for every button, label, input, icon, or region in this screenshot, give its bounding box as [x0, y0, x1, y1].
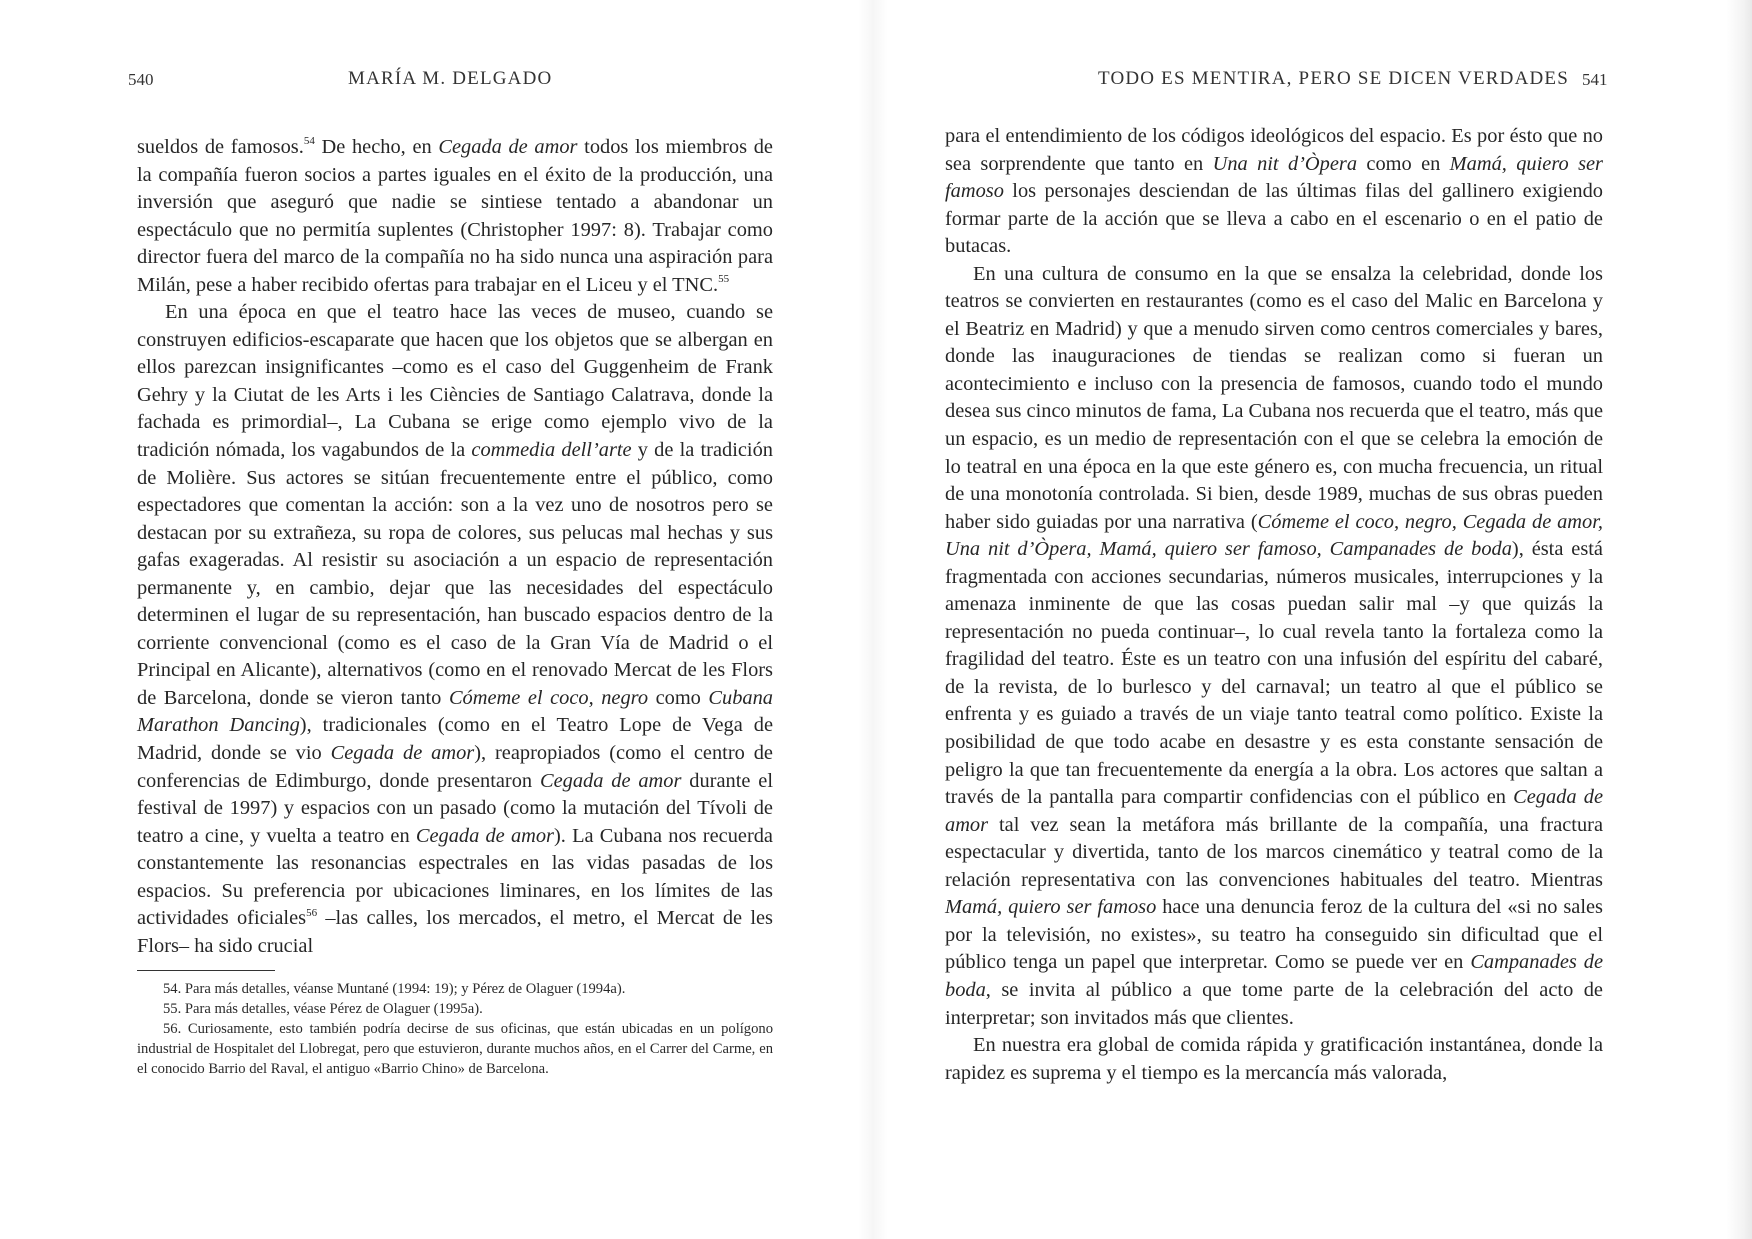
right-running-head: TODO ES MENTIRA, PERO SE DICEN VERDADES [1098, 68, 1569, 89]
text-run: tal vez sean la metáfora más brillante de la compañía, una fractura espectacular y divertida, tanto de los marcos cinemático y teatral como de la relación representativa con las convenciones habituales del teatro. Mientras [945, 813, 1603, 891]
text-run: sueldos de famosos. [137, 136, 304, 158]
italic-title: Cómeme el coco, negro, Cegada de amor, Una nit d’Òpera, Mamá, quiero ser famoso, Campanades de boda [945, 510, 1604, 561]
text-run: los personajes desciendan de las últimas filas del gallinero exigiendo formar parte de la acción que se lleva a cabo en el escenario o en el patio de butacas. [945, 180, 1603, 258]
right-page [870, 0, 1752, 1239]
left-page [0, 0, 870, 1239]
text-run: ), tradicionales (como en el Teatro Lope de Vega de Madrid, donde se vio [137, 714, 773, 765]
italic-title: Cegada de amor [438, 136, 578, 158]
text-run: –las calles, los mercados, el metro, el Mercat de les Flors– ha sido crucial [137, 907, 773, 957]
footnote-reference: 56 [306, 906, 318, 919]
text-run: En una cultura de consumo en la que se ensalza la celebridad, donde los teatros se convierten en restaurantes (como es el caso del Malic en Barcelona y el Beatriz en Madrid) y que a menudo sirven como centros comerciales y bares, donde las inauguraciones de tiendas se realizan como si fueran un acontecimiento e incluso con la presencia de famosos, cuando todo el mundo desea sus cinco minutos de fama, La Cubana nos recuerda que el teatro, más que un espacio, es un medio de representación con el que se celebra la emoción de lo teatral en una época en la que este género es, con mucha frecuencia, un ritual de una monotonía controlada. Si bien, desde 1989, muchas de sus obras pueden haber sido guiadas por una narrativa ( [945, 262, 1603, 533]
italic-title: commedia dell’arte [471, 439, 632, 462]
text-run: ), reapropiados (como el centro de conferencias de Edimburgo, donde presentaron [137, 742, 773, 792]
footnote-reference: 55 [718, 272, 730, 285]
italic-title: Cegada de amor [415, 824, 554, 847]
footnote: 54. Para más detalles, véanse Muntané (1994: 19); y Pérez de Olaguer (1994a). [163, 981, 626, 997]
right-page-number: 541 [1582, 70, 1608, 89]
text-run: , se invita al público a que tome parte de la celebración del acto de interpretar; son invitados más que clientes. [945, 978, 1603, 1029]
text-run: para el entendimiento de los códigos ideológicos del espacio. Es por ésto que no sea sorprendente que tanto en [945, 125, 1603, 175]
footnote-reference: 54 [303, 135, 315, 148]
footnote: 56. Curiosamente, esto también podría decirse de sus oficinas, que están ubicadas en un polígono industrial de Hospitalet del Llobregat, pero que estuvieron, durante muchos años, en el Carrer del Carme, en el conocido Barrio del Raval, el antiguo «Barrio Chino» de Barcelona. [137, 1021, 773, 1077]
italic-title: Cegada de amor [945, 786, 1603, 836]
body-paragraph [945, 261, 1603, 1032]
text-run: como [648, 686, 709, 709]
italic-title: Campanades de boda [945, 951, 1603, 1001]
italic-title: Cegada de amor [539, 769, 682, 792]
text-run: como en [1357, 152, 1450, 175]
text-run: durante el festival de 1997) y espacios con un pasado (como la mutación del Tívoli de teatro a cine, y vuelta a teatro en [137, 769, 773, 847]
right-body-text [945, 123, 1603, 1087]
text-run: todos los miembros de la compañía fueron socios a partes iguales en el éxito de la producción, una inversión que aseguró que nadie se sintiese tentado a abandonar un espectáculo que no permitía suplentes (Christopher 1997: 8). Trabajar como director fuera del marco de la compañía no ha sido nunca una aspiración para Milán, pese a haber recibido ofertas para trabajar en el Liceu y el TNC. [137, 136, 773, 296]
text-run: De hecho, en [314, 136, 439, 158]
body-paragraph [137, 134, 773, 299]
text-run: ). La Cubana nos recuerda constantemente las resonancias espectrales en las vidas pasadas de los espacios. Su preferencia por ubicaciones liminares, en los límites de las actividades oficiales [137, 824, 773, 930]
text-run: hace una denuncia feroz de la cultura del «si no sales por la televisión, no existes», su teatro ha conseguido sin dificultad que el público tenga un papel que interpretar. Como se puede ver en [945, 896, 1603, 974]
text-run: En nuestra era global de comida rápida y gratificación instantánea, donde la rapidez es suprema y el tiempo es la mercancía más valorada, [945, 1034, 1603, 1084]
left-page-number: 540 [128, 70, 154, 89]
italic-title: Mamá, quiero ser famoso [945, 152, 1603, 203]
body-paragraph [945, 1032, 1603, 1087]
italic-title: Una nit d’Òpera [1212, 152, 1358, 175]
italic-title: Cómeme el coco, negro [448, 686, 649, 709]
body-paragraph [137, 299, 773, 960]
italic-title: Mamá, quiero ser famoso [945, 896, 1157, 919]
footnote: 55. Para más detalles, véase Pérez de Olaguer (1995a). [163, 1001, 483, 1017]
text-run: y de la tradición de Molière. Sus actores se sitúan frecuentemente entre el público, como espectadores que comentan la acción: son a la vez uno de nosotros pero se destacan por su extrañeza, su ropa de colores, sus pelucas mal hechas y sus gafas exageradas. Al resistir su asociación a un espacio de representación permanente y, en cambio, dejar que las necesidades del espectáculo determinen el lugar de su representación, han buscado espacios dentro de la corriente convencional (como es el caso de la Gran Vía de Madrid o el Principal en Alicante), alternativos (como en el renovado Mercat de les Flors de Barcelona, donde se vieron tanto [137, 439, 773, 709]
footnote-separator [137, 970, 275, 971]
footnotes [137, 979, 773, 1079]
text-run: ), ésta está fragmentada con acciones secundarias, números musicales, interrupciones y la amenaza inminente de que las cosas puedan salir mal –y que quizás la representación no pueda continuar–, lo cual revela tanto la fortaleza como la fragilidad del teatro. Éste es un teatro con una infusión del espíritu del cabaré, de la revista, de lo burlesco y del carnaval; un teatro al que el público se enfrenta y es guiado a través de un viaje tanto teatral como político. Existe la posibilidad de que todo acabe en desastre y es esta constante sensación de peligro la que tan frecuentemente da energía a la obra. Los actores que saltan a través de la pantalla para compartir confidencias con el público en [945, 538, 1603, 809]
body-paragraph [945, 123, 1603, 261]
italic-title: Cegada de amor [330, 742, 475, 765]
text-run: En una época en que el teatro hace las veces de museo, cuando se construyen edificios-escaparate que hacen que los objetos que se albergan en ellos parezcan insignificantes –como es el caso del Guggenheim de Frank Gehry y la Ciutat de les Arts i les Ciències de Santiago Calatrava, donde la fachada es primordial–, La Cubana se erige como ejemplo vivo de la tradición nómada, los vagabundos de la [137, 301, 773, 462]
left-body-text [137, 134, 773, 960]
left-running-head: MARÍA M. DELGADO [348, 68, 553, 89]
italic-title: Cubana Marathon Dancing [137, 686, 773, 737]
